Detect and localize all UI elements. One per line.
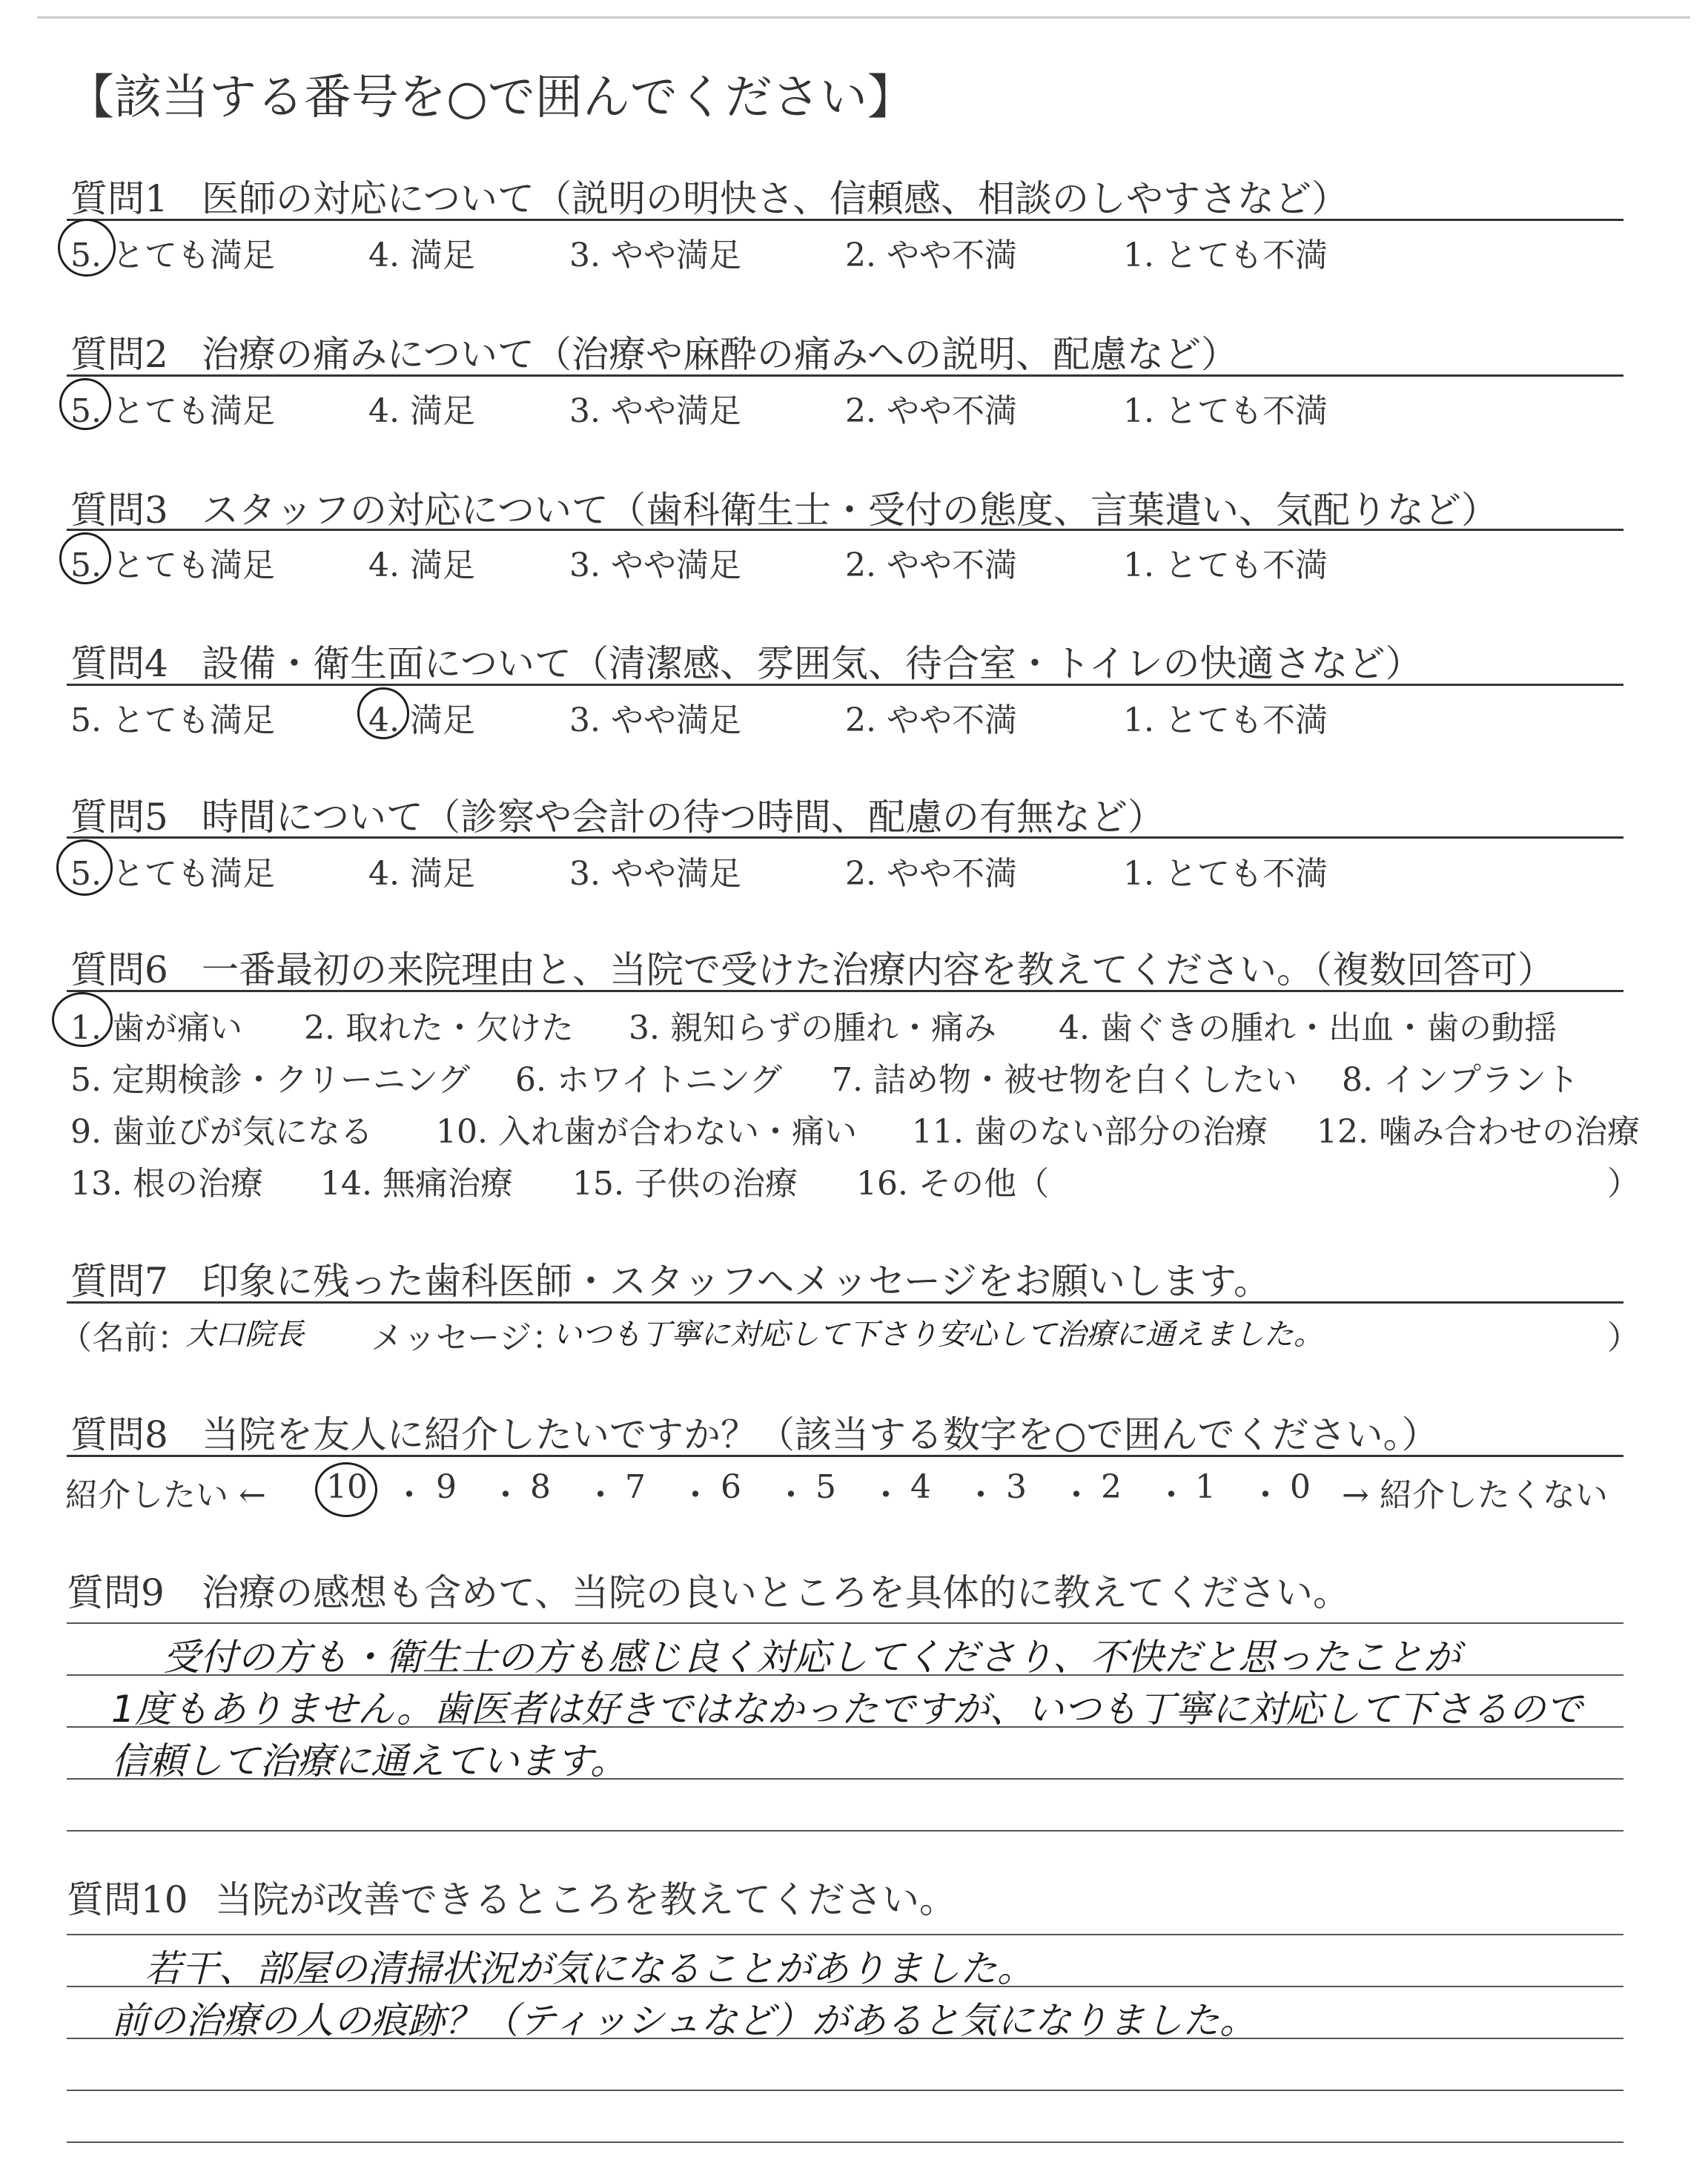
q5-option-3[interactable]: 3. やや満足 (569, 855, 741, 893)
q6-option-1[interactable]: 1. 歯が痛い (70, 1009, 242, 1047)
q1-option-5[interactable]: 5. とても満足 (70, 237, 275, 274)
q7-label: 質問7 (70, 1260, 168, 1303)
q8-sep: ・ (1249, 1476, 1282, 1514)
q9-answer-line-2[interactable]: 1度もありません。歯医者は好きではなかったですが、いつも丁寧に対応して下さるので (111, 1688, 1583, 1731)
q1-option-2[interactable]: 2. やや不満 (845, 237, 1017, 274)
q2-rule (67, 374, 1623, 377)
q10-text: 当院が改善できるところを教えてください。 (215, 1878, 956, 1921)
q6-text: 一番最初の来院理由と、当院で受けた治療内容を教えてください。（複数回答可） (202, 948, 1555, 991)
q6-option-3[interactable]: 3. 親知らずの腫れ・痛み (629, 1009, 996, 1047)
q4-text: 設備・衛生面について（清潔感、雰囲気、待合室・トイレの快適さなど） (202, 642, 1423, 685)
q9-rule-5 (67, 1830, 1623, 1832)
q3-option-4[interactable]: 4. 満足 (368, 546, 475, 584)
q10-answer-line-1[interactable]: 若干、部屋の清掃状況が気になることがありました。 (145, 1947, 1034, 1990)
q5-text: 時間について（診察や会計の待つ時間、配慮の有無など） (202, 796, 1165, 839)
q2-option-2[interactable]: 2. やや不満 (845, 392, 1017, 430)
q9-answer-line-1[interactable]: 受付の方も・衛生士の方も感じ良く対応してくださり、不快だと思ったことが (163, 1636, 1460, 1679)
page-title: 【該当する番号を○で囲んでください】 (67, 70, 915, 125)
q6-option-7[interactable]: 7. 詰め物・被せ物を白くしたい (832, 1061, 1297, 1099)
q6-option-13[interactable]: 13. 根の治療 (70, 1165, 263, 1203)
q8-score-7[interactable]: 7 (625, 1468, 646, 1506)
q8-score-9[interactable]: 9 (436, 1468, 457, 1506)
q6-selection-circle (52, 992, 113, 1047)
q8-sep: ・ (1060, 1476, 1093, 1514)
q2-option-5[interactable]: 5. とても満足 (70, 392, 275, 430)
q4-option-3[interactable]: 3. やや満足 (569, 701, 741, 739)
q6-option-15[interactable]: 15. 子供の治療 (572, 1165, 798, 1203)
q4-option-5[interactable]: 5. とても満足 (70, 701, 275, 739)
q8-selection-circle (315, 1462, 377, 1517)
q8-score-6[interactable]: 6 (721, 1468, 741, 1506)
q2-text: 治療の痛みについて（治療や麻酔の痛みへの説明、配慮など） (202, 333, 1238, 376)
q1-selection-circle (58, 219, 116, 277)
q8-score-5[interactable]: 5 (815, 1468, 836, 1506)
q3-label: 質問3 (70, 489, 168, 532)
q4-option-4[interactable]: 4. 満足 (368, 701, 475, 739)
q4-label: 質問4 (70, 642, 168, 685)
q8-score-0[interactable]: 0 (1290, 1468, 1311, 1506)
q8-sep: ・ (584, 1476, 617, 1514)
q8-rule (67, 1455, 1623, 1457)
q6-option-2[interactable]: 2. 取れた・欠けた (304, 1009, 574, 1047)
q7-text: 印象に残った歯科医師・スタッフへメッセージをお願いします。 (202, 1260, 1271, 1303)
q6-label: 質問6 (70, 948, 168, 991)
q3-option-3[interactable]: 3. やや満足 (569, 546, 741, 584)
q1-rule (67, 219, 1623, 221)
q8-score-4[interactable]: 4 (910, 1468, 931, 1506)
q8-score-2[interactable]: 2 (1101, 1468, 1122, 1506)
q10-rule-4 (67, 2090, 1623, 2091)
q2-option-4[interactable]: 4. 満足 (368, 392, 475, 430)
q8-sep: ・ (870, 1476, 902, 1514)
q4-selection-circle (357, 687, 409, 739)
q8-sep: ・ (964, 1476, 997, 1514)
q1-text: 医師の対応について（説明の明快さ、信頼感、相談のしやすさなど） (202, 177, 1348, 220)
q10-answer-line-2[interactable]: 前の治療の人の痕跡？（ティッシュなど）があると気になりました。 (111, 1999, 1257, 2042)
q3-text: スタッフの対応について（歯科衛生士・受付の態度、言葉遣い、気配りなど） (202, 489, 1498, 532)
q1-option-1[interactable]: 1. とても不満 (1123, 237, 1328, 274)
q8-left-label: 紹介したい ← (65, 1476, 266, 1514)
q2-option-3[interactable]: 3. やや満足 (569, 392, 741, 430)
q5-selection-circle (56, 839, 113, 896)
q8-sep: ・ (489, 1476, 522, 1514)
q2-option-1[interactable]: 1. とても不満 (1123, 392, 1328, 430)
q8-text: 当院を友人に紹介したいですか？（該当する数字を○で囲んでください。） (202, 1413, 1439, 1456)
q6-close-paren: ） (1607, 1165, 1640, 1203)
q6-option-8[interactable]: 8. インプラント (1342, 1061, 1579, 1099)
q9-text: 治療の感想も含めて、当院の良いところを具体的に教えてください。 (202, 1571, 1350, 1614)
q8-right-label: → 紹介したくない (1342, 1476, 1608, 1514)
q1-label: 質問1 (70, 177, 168, 220)
scan-top-edge (37, 16, 1690, 19)
q8-label: 質問8 (70, 1413, 168, 1456)
q3-selection-circle (59, 532, 111, 584)
q8-sep: ・ (393, 1476, 426, 1514)
q6-option-4[interactable]: 4. 歯ぐきの腫れ・出血・歯の動揺 (1059, 1009, 1557, 1047)
q8-score-8[interactable]: 8 (530, 1468, 551, 1506)
q4-rule (67, 684, 1623, 686)
q6-option-12[interactable]: 12. 噛み合わせの治療 (1317, 1113, 1640, 1151)
q2-label: 質問2 (70, 333, 168, 376)
q7-name-label: （名前： (59, 1319, 190, 1357)
q10-rule-1 (67, 1934, 1623, 1935)
q6-option-14[interactable]: 14. 無痛治療 (320, 1165, 513, 1203)
q3-option-2[interactable]: 2. やや不満 (845, 546, 1017, 584)
q8-sep: ・ (1155, 1476, 1188, 1514)
q5-option-2[interactable]: 2. やや不満 (845, 855, 1017, 893)
q7-close-paren: ） (1607, 1319, 1640, 1357)
q5-rule (67, 836, 1623, 839)
q6-option-10[interactable]: 10. 入れ歯が合わない・痛い (436, 1113, 857, 1151)
q5-option-1[interactable]: 1. とても不満 (1123, 855, 1328, 893)
q10-label: 質問10 (67, 1878, 188, 1921)
q6-rule (67, 990, 1623, 992)
q9-rule-1 (67, 1622, 1623, 1624)
q3-option-1[interactable]: 1. とても不満 (1123, 546, 1328, 584)
q2-selection-circle (59, 378, 111, 430)
q3-rule (67, 529, 1623, 531)
q4-option-2[interactable]: 2. やや不満 (845, 701, 1017, 739)
q5-option-4[interactable]: 4. 満足 (368, 855, 475, 893)
q8-score-10[interactable]: 10 (326, 1468, 368, 1506)
q3-option-5[interactable]: 5. とても満足 (70, 546, 275, 584)
q6-option-6[interactable]: 6. ホワイトニング (515, 1061, 783, 1099)
q6-option-16[interactable]: 16. その他（ (856, 1165, 1049, 1203)
q7-rule (67, 1301, 1623, 1304)
q10-rule-5 (67, 2141, 1623, 2143)
q4-option-1[interactable]: 1. とても不満 (1123, 701, 1328, 739)
q5-label: 質問5 (70, 796, 168, 839)
q7-message-value[interactable]: いつも丁寧に対応して下さり安心して治療に通えました。 (552, 1318, 1323, 1352)
q7-name-value[interactable]: 大口院長 (185, 1318, 304, 1352)
q5-option-5[interactable]: 5. とても満足 (70, 855, 275, 893)
q6-option-9[interactable]: 9. 歯並びが気になる (70, 1113, 373, 1151)
q8-score-3[interactable]: 3 (1006, 1468, 1027, 1506)
q1-option-4[interactable]: 4. 満足 (368, 237, 475, 274)
q8-sep: ・ (775, 1476, 807, 1514)
q6-option-11[interactable]: 11. 歯のない部分の治療 (912, 1113, 1268, 1151)
q7-message-label: メッセージ： (371, 1319, 565, 1357)
q6-option-5[interactable]: 5. 定期検診・クリーニング (70, 1061, 471, 1099)
q9-label: 質問9 (67, 1571, 165, 1614)
q9-answer-line-3[interactable]: 信頼して治療に通えています。 (111, 1740, 627, 1783)
q8-sep: ・ (679, 1476, 712, 1514)
q1-option-3[interactable]: 3. やや満足 (569, 237, 741, 274)
q8-score-1[interactable]: 1 (1195, 1468, 1216, 1506)
